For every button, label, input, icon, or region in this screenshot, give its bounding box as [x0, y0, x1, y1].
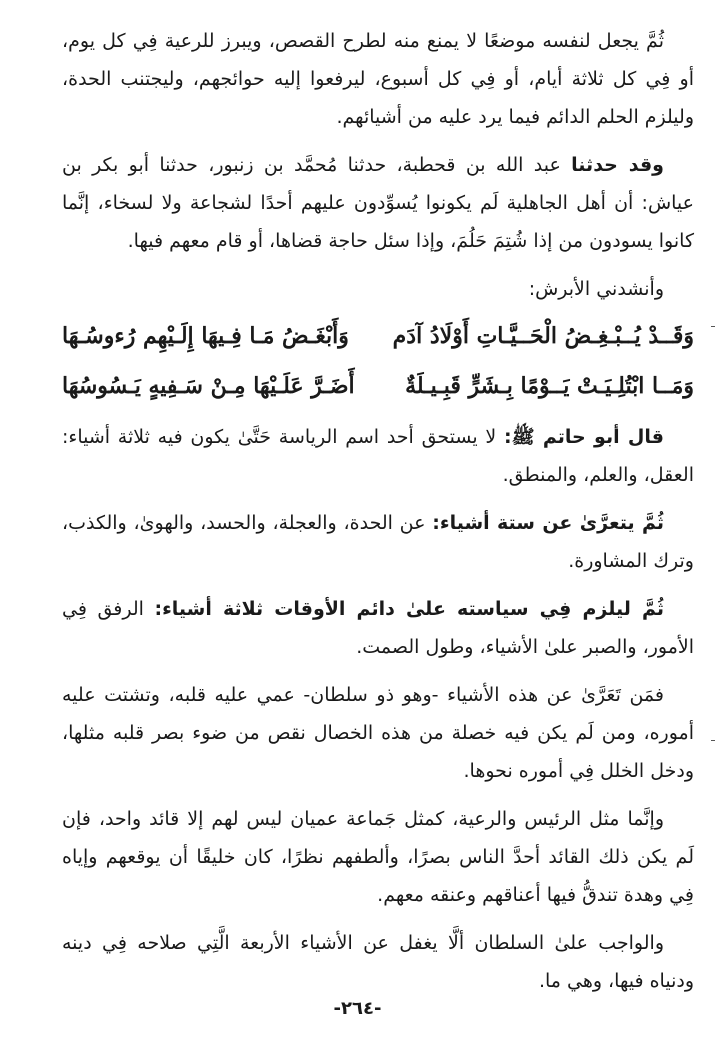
paragraph-9 — [62, 924, 694, 1000]
paragraph-6-lead: ثُمَّ ليلزم فِي سياسته علىٰ دائم الأوقات ثلاثة أشياء: — [154, 598, 664, 620]
paragraph-3 — [62, 270, 694, 308]
verse-line-1 — [62, 314, 694, 358]
page-body — [62, 22, 694, 1010]
verse-2-first-hemistich: وَمَــا ابْتُلِـيَـتْ يَــوْمًا بِـشَرٍّ قَبِـيـلَةٌ — [405, 373, 694, 399]
verse-line-2 — [62, 364, 694, 408]
paragraph-2-text: عبد الله بن قحطبة، حدثنا مُحمَّد بن زنبور، حدثنا أبو بكر بن عياش: أن أهل الجاهلية لَم يكونوا يُسوِّدون عليهم أحدًا لشجاعة ولا لسخاء، إنَّما كانوا يسودون من إذا شُتِمَ حَلُمَ، وإذا سئل حاجة قضاها، أو قام معهم فيها. — [62, 154, 694, 252]
paragraph-2 — [62, 146, 694, 260]
paragraph-5-text: عن الحدة، والعجلة، والحسد، والهوىٰ، والكذب، وترك المشاورة. — [62, 512, 694, 572]
paragraph-7-text: فمَن تَعَرَّىٰ عن هذه الأشياء -وهو ذو سلطان- عمي عليه قلبه، وتشتت عليه أموره، ومن لَم يكن فيه خصلة من هذه الخصال نقص من ضوء بصر قلبه مثلها، ودخل الخلل فِي أموره نحوها. — [62, 684, 694, 782]
paragraph-1-text: ثُمَّ يجعل لنفسه موضعًا لا يمنع منه لطرح القصص، ويبرز للرعية فِي كل يوم، أو فِي كل ثلاثة أيام، أو فِي كل أسبوع، ليرفعوا إليه حوائجهم، وليجتنب الحدة، وليلزم الحلم الدائم فيما يرد عليه من أشيائهم. — [62, 30, 694, 128]
paragraph-4-text: لا يستحق أحد اسم الرياسة حَتَّىٰ يكون فيه ثلاثة أشياء: العقل، والعلم، والمنطق. — [62, 426, 694, 486]
page-number: -٢٦٤- — [333, 998, 382, 1019]
paragraph-1 — [62, 22, 694, 136]
paragraph-4 — [62, 418, 694, 494]
margin-tick — [711, 326, 715, 327]
paragraph-7 — [62, 676, 694, 790]
verse-1-second-hemistich: وَأَبْغَـضُ مَـا فِـيهَا إِلَـيْهِم رُءوسُـهَا — [62, 323, 349, 349]
margin-tick — [711, 740, 715, 741]
paragraph-8 — [62, 800, 694, 914]
paragraph-3-text: وأنشدني الأبرش: — [528, 278, 664, 300]
paragraph-4-lead: قال أبو حاتم ﷺ: — [503, 426, 664, 448]
paragraph-8-text: وإنَّما مثل الرئيس والرعية، كمثل جَماعة عميان ليس لهم إلا قائد واحد، فإن لَم يكن ذلك القائد أحدَّ الناس بصرًا، وألطفهم نظرًا، كان خليقًا أن يوقعهم وإياه فِي وهدة تندقُّ فيها أعناقهم وعنقه معهم. — [62, 808, 694, 906]
paragraph-2-lead: وقد حدثنا — [571, 154, 664, 176]
paragraph-5-lead: ثُمَّ يتعرَّىٰ عن ستة أشياء: — [432, 512, 665, 534]
paragraph-6-text: الرفق فِي الأمور، والصبر علىٰ الأشياء، وطول الصمت. — [62, 598, 694, 658]
verse-1-first-hemistich: وَقَــدْ يُــبْـغِـضُ الْحَــيَّـاتِ أَوْلَادُ آدَم — [392, 323, 694, 349]
paragraph-6 — [62, 590, 694, 666]
paragraph-9-text: والواجب علىٰ السلطان ألَّا يغفل عن الأشياء الأربعة الَّتِي صلاحه فِي دينه ودنياه فيها، وهي ما. — [62, 932, 694, 992]
verse-2-second-hemistich: أَضَـرَّ عَلَـيْهَا مِـنْ سَـفِيهٍ يَـسُوسُهَا — [62, 373, 355, 399]
paragraph-5 — [62, 504, 694, 580]
